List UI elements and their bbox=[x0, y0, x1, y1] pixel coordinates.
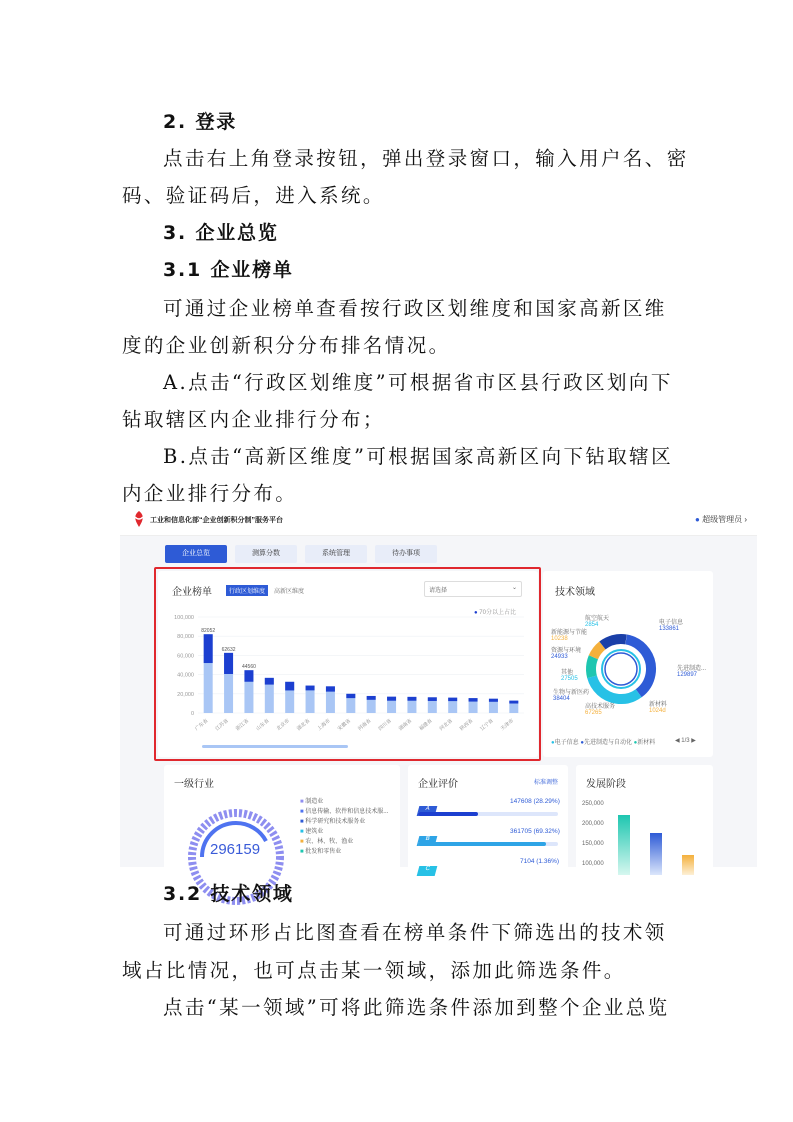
logo-icon bbox=[130, 510, 148, 528]
tech-label: 航空航天 2854 bbox=[585, 616, 610, 628]
highlight-box bbox=[154, 567, 541, 761]
heading-login: 2. 登录 bbox=[163, 111, 238, 133]
legend-item: ■ 建筑业 bbox=[300, 829, 324, 835]
y-tick-label: 100,000 bbox=[174, 615, 194, 621]
x-tick-label: 辽宁省 bbox=[479, 717, 495, 733]
x-tick-label: 安徽省 bbox=[336, 717, 353, 733]
stage-bar bbox=[650, 833, 662, 875]
industry-gauge bbox=[164, 765, 284, 875]
y-tick: 200,000 bbox=[582, 821, 604, 827]
y-tick-label: 80,000 bbox=[177, 634, 194, 641]
y-tick-label: 0 bbox=[190, 711, 194, 717]
grade-row: A 147608 (28.29%) bbox=[418, 797, 436, 816]
industry-card bbox=[164, 765, 400, 875]
ranking-title: 企业榜单 bbox=[172, 587, 212, 598]
tab-enterprise-overview[interactable]: 企业总览 bbox=[165, 545, 227, 563]
legend-item: ■ 信息传输、软件和信息技术服... bbox=[300, 809, 389, 815]
tech-label: 先进制造... 129897 bbox=[677, 666, 707, 678]
x-tick-label: 湖南省 bbox=[397, 717, 414, 733]
user-menu[interactable] bbox=[695, 514, 747, 525]
paragraph-line: 钻取辖区内企业排行分布； bbox=[122, 408, 385, 431]
x-tick-label: 浙江省 bbox=[234, 717, 251, 733]
x-tick-label: 福建省 bbox=[418, 717, 434, 733]
legend-item: ■ 农、林、牧、渔业 bbox=[300, 839, 354, 845]
x-tick-label: 四川省 bbox=[377, 717, 393, 733]
y-tick: 150,000 bbox=[582, 841, 604, 847]
industry-title: 一级行业 bbox=[174, 779, 214, 790]
standard-adjust-link[interactable]: 标准调整 bbox=[534, 780, 559, 786]
tech-label: 高技术服务 67265 bbox=[585, 704, 616, 716]
evaluation-title: 企业评价 bbox=[418, 779, 458, 790]
x-tick-label: 河南省 bbox=[357, 717, 373, 733]
platform-name: 工业和信息化部“企业创新积分制”服务平台 bbox=[150, 517, 283, 524]
paragraph-line: 码、验证码后，进入系统。 bbox=[122, 184, 385, 207]
stage-bar bbox=[682, 855, 694, 875]
legend-pager[interactable]: ◀ 1/3 ▶ bbox=[675, 738, 696, 744]
stage-title: 发展阶段 bbox=[586, 779, 626, 790]
industry-total: 296159 bbox=[210, 841, 261, 858]
stage-card bbox=[576, 765, 713, 875]
app-screenshot bbox=[120, 505, 757, 872]
heading-overview: 3. 企业总览 bbox=[163, 222, 279, 244]
tab-score-calc[interactable]: 测算分数 bbox=[235, 545, 297, 563]
tech-label: 新材料 1024d bbox=[649, 702, 668, 714]
tech-label: 资源与环境 24933 bbox=[551, 648, 582, 660]
grade-row: C 7104 (1.36%) bbox=[418, 857, 436, 876]
paragraph-line: A.点击“行政区划维度”可根据省市区县行政区划向下 bbox=[163, 371, 673, 394]
dimension-admin-button[interactable]: 行政区划维度 bbox=[226, 585, 268, 596]
y-tick: 250,000 bbox=[582, 801, 604, 807]
grade-row: B 361705 (69.32%) bbox=[418, 827, 436, 846]
paragraph-line: 可通过企业榜单查看按行政区划维度和国家高新区维 bbox=[163, 297, 667, 320]
industry-legend bbox=[300, 797, 388, 857]
user-icon: ● bbox=[695, 515, 700, 524]
x-tick-label: 山东省 bbox=[255, 717, 271, 733]
paragraph-line: 点击“某一领域”可将此筛选条件添加到整个企业总览 bbox=[163, 996, 670, 1019]
legend-label: ● 70分以上占比 bbox=[474, 610, 516, 616]
x-tick-label: 上海市 bbox=[316, 717, 332, 733]
y-tick: 100,000 bbox=[582, 861, 604, 867]
y-tick-label: 40,000 bbox=[177, 672, 194, 679]
tech-label: 新能源与节能 10238 bbox=[551, 630, 588, 642]
chevron-right-icon: › bbox=[744, 515, 747, 524]
tech-legend: ●电子信息 ●先进制造与自动化 ●新材料 bbox=[551, 740, 656, 746]
app-header bbox=[120, 505, 757, 536]
evaluation-card bbox=[408, 765, 568, 875]
bar-value-label: 62632 bbox=[221, 646, 236, 653]
bar-value-label: 44560 bbox=[241, 664, 256, 671]
bar-value-label: 82052 bbox=[201, 628, 216, 635]
select-placeholder: 请选择 bbox=[429, 588, 448, 594]
y-tick-label: 20,000 bbox=[177, 691, 194, 698]
legend-item: ■ 批发和零售业 bbox=[300, 849, 342, 855]
paragraph-line: 域占比情况，也可点击某一领域，添加此筛选条件。 bbox=[122, 959, 626, 982]
paragraph-line: 可通过环形占比图查看在榜单条件下筛选出的技术领 bbox=[163, 921, 667, 944]
heading-ranking: 3.1 企业榜单 bbox=[163, 259, 294, 281]
tab-todo[interactable]: 待办事项 bbox=[375, 545, 437, 563]
x-tick-label: 河北省 bbox=[438, 717, 454, 733]
tech-label: 电子信息 133861 bbox=[659, 620, 684, 632]
x-tick-label: 北京市 bbox=[275, 717, 291, 733]
tech-label: 生物与新医药 38404 bbox=[553, 690, 590, 702]
paragraph-line: 内企业排行分布。 bbox=[122, 482, 298, 505]
x-tick-label: 陕西省 bbox=[458, 717, 475, 733]
stage-bar bbox=[618, 815, 630, 875]
chevron-down-icon: ⌄ bbox=[511, 585, 517, 591]
x-tick-label: 广东省 bbox=[194, 717, 210, 733]
paragraph-line: 点击右上角登录按钮，弹出登录窗口，输入用户名、密 bbox=[163, 147, 689, 170]
tab-system-manage[interactable]: 系统管理 bbox=[305, 545, 367, 563]
dimension-hitech-button[interactable]: 高新区维度 bbox=[274, 589, 305, 595]
legend-item: ■ 制造业 bbox=[300, 799, 324, 805]
x-tick-label: 江苏省 bbox=[214, 717, 230, 733]
legend-item: ■ 科学研究和技术服务业 bbox=[300, 819, 366, 825]
x-tick-label: 湖北省 bbox=[295, 717, 312, 733]
heading-tech-field: 3.2 技术领域 bbox=[163, 883, 294, 905]
tech-label: 其他 27505 bbox=[561, 670, 578, 682]
user-name: 超级管理员 bbox=[702, 515, 743, 524]
paragraph-line: 度的企业创新积分分布排名情况。 bbox=[122, 334, 451, 357]
x-tick-label: 天津市 bbox=[499, 717, 516, 733]
tech-field-card bbox=[543, 571, 713, 757]
y-tick-label: 60,000 bbox=[177, 653, 194, 660]
paragraph-line: B.点击“高新区维度”可根据国家高新区向下钻取辖区 bbox=[163, 445, 673, 468]
tech-title: 技术领域 bbox=[555, 587, 595, 598]
